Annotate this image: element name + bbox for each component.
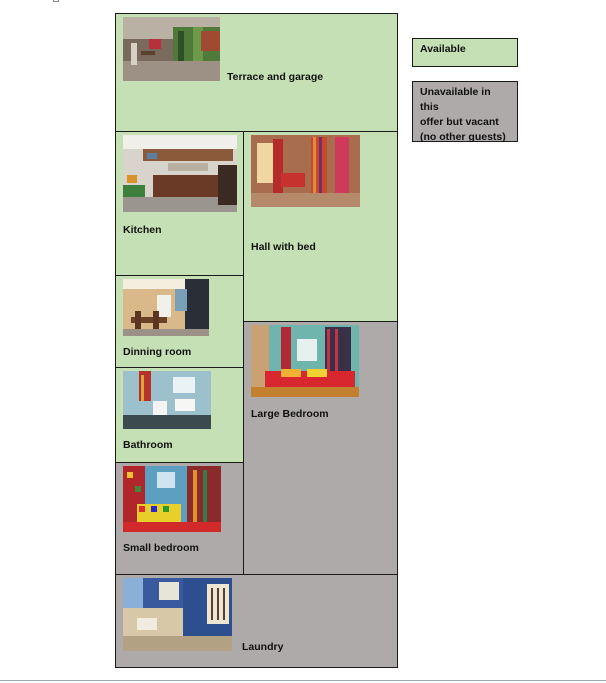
room-terrace-and-garage (115, 13, 398, 132)
terrace-label: Terrace and garage (227, 71, 324, 83)
large-bedroom-label: Large Bedroom (251, 408, 329, 420)
legend-unavailable-line-3: (no other guests) (420, 131, 506, 143)
terrace-photo (123, 17, 220, 81)
room-bathroom (115, 367, 244, 463)
bathroom-photo (123, 371, 211, 429)
page-bottom-rule (0, 680, 606, 681)
room-hall-with-bed (243, 131, 398, 322)
hall-label: Hall with bed (251, 241, 316, 253)
kitchen-photo (123, 135, 237, 212)
legend-unavailable-line-2: offer but vacant (420, 116, 499, 128)
laundry-photo (123, 578, 232, 651)
hall-photo (251, 135, 360, 207)
room-dining (115, 275, 244, 368)
large-bedroom-photo (251, 325, 359, 397)
bathroom-label: Bathroom (123, 439, 173, 451)
dining-photo (123, 279, 209, 336)
laundry-label: Laundry (242, 641, 284, 653)
room-kitchen (115, 131, 244, 276)
legend-available (412, 38, 518, 67)
small-bedroom-photo (123, 466, 221, 532)
room-large-bedroom (243, 321, 398, 575)
anchor-marker (53, 0, 59, 2)
dining-label: Dinning room (123, 346, 192, 358)
small-bedroom-label: Small bedroom (123, 542, 199, 554)
legend-available-label: Available (420, 43, 466, 55)
kitchen-label: Kitchen (123, 224, 162, 236)
room-laundry (115, 574, 398, 668)
legend-unavailable-line-1: Unavailable in this (420, 86, 491, 113)
legend-unavailable (412, 81, 518, 142)
room-small-bedroom (115, 462, 244, 575)
